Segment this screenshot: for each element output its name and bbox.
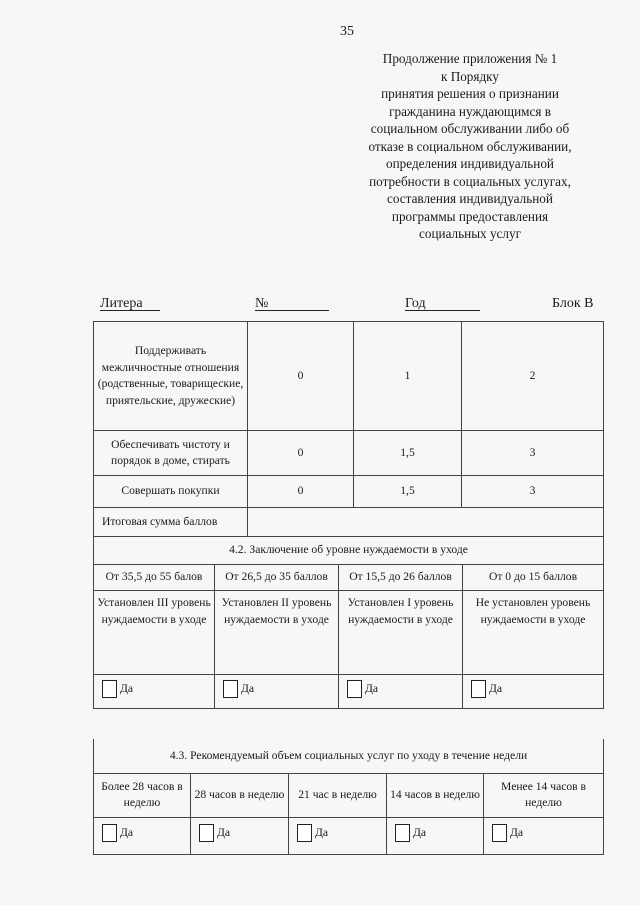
checkbox[interactable] [223, 680, 238, 698]
appendix-line: социальном обслуживании либо об [370, 121, 570, 136]
score-range: От 26,5 до 35 баллов [215, 565, 339, 591]
checkbox-cell [339, 675, 463, 709]
volume-option: Менее 14 часов в неделю [484, 773, 604, 817]
appendix-line: определения индивидуальной [386, 156, 554, 171]
number-blank[interactable] [255, 296, 329, 311]
year-blank[interactable] [405, 296, 480, 311]
appendix-line: Продолжение приложения № 1 [382, 51, 558, 66]
score-cell[interactable]: 1,5 [354, 431, 462, 476]
score-cell[interactable]: 0 [248, 322, 354, 431]
appendix-caption [340, 50, 600, 243]
ability-label: Совершать покупки [94, 476, 248, 508]
checkbox-label: Да [365, 681, 379, 695]
checkbox-label: Да [413, 825, 427, 839]
checkbox-cell [484, 817, 604, 854]
year-label: Год [405, 296, 426, 311]
score-range: От 15,5 до 26 баллов [339, 565, 463, 591]
checkbox[interactable] [492, 824, 507, 842]
appendix-line: социальных услуг [419, 226, 521, 241]
checkbox[interactable] [102, 680, 117, 698]
checkbox-cell [463, 675, 604, 709]
service-volume-table [93, 739, 604, 855]
checkbox-label: Да [120, 681, 134, 695]
table-row [94, 508, 604, 537]
conclusion-text: Установлен III уровень нуждаемости в уходе [94, 591, 215, 675]
checkbox-cell [215, 675, 339, 709]
abilities-table [93, 321, 604, 537]
need-level-table [93, 536, 604, 709]
litera-label: Литера [100, 296, 143, 311]
ability-label: Поддерживать межличностные отношения (родственные, товарищеские, приятельские, дружеские) [94, 322, 248, 431]
page-number: 35 [340, 24, 354, 39]
table-row [94, 591, 604, 675]
table-row [94, 537, 604, 565]
table-row [94, 322, 604, 431]
ability-label: Обеспечивать чистоту и порядок в доме, стирать [94, 431, 248, 476]
form-header [100, 296, 602, 316]
checkbox[interactable] [297, 824, 312, 842]
table-row [94, 773, 604, 817]
number-label: № [255, 296, 269, 311]
checkbox-cell [289, 817, 387, 854]
checkbox-label: Да [241, 681, 255, 695]
checkbox-label: Да [315, 825, 329, 839]
checkbox-label: Да [217, 825, 231, 839]
conclusion-text: Установлен II уровень нуждаемости в уходе [215, 591, 339, 675]
appendix-line: составления индивидуальной [387, 191, 553, 206]
appendix-line: потребности в социальных услугах, [369, 173, 571, 189]
total-value-cell[interactable] [248, 508, 604, 537]
table-row [94, 431, 604, 476]
checkbox-cell [387, 817, 484, 854]
appendix-line: принятия решения о признании [381, 86, 559, 101]
checkbox-cell [94, 817, 191, 854]
checkbox[interactable] [395, 824, 410, 842]
block-label: Блок В [552, 296, 594, 311]
section-heading: 4.3. Рекомендуемый объем социальных услуг по уходу в течение недели [94, 739, 604, 773]
checkbox-label: Да [120, 825, 134, 839]
table-row [94, 476, 604, 508]
checkbox-label: Да [510, 825, 524, 839]
volume-option: 14 часов в неделю [387, 773, 484, 817]
checkbox-label: Да [489, 681, 503, 695]
table-row [94, 739, 604, 773]
score-cell[interactable]: 1 [354, 322, 462, 431]
appendix-line: программы предоставления [391, 208, 549, 224]
score-cell[interactable]: 0 [248, 431, 354, 476]
checkbox[interactable] [347, 680, 362, 698]
volume-option: 21 час в неделю [289, 773, 387, 817]
score-cell[interactable]: 3 [462, 476, 604, 508]
score-cell[interactable]: 3 [462, 431, 604, 476]
section-heading: 4.2. Заключение об уровне нуждаемости в уходе [94, 537, 604, 565]
score-cell[interactable]: 1,5 [354, 476, 462, 508]
score-cell[interactable]: 0 [248, 476, 354, 508]
conclusion-text: Не установлен уровень нуждаемости в уходе [463, 591, 604, 675]
checkbox[interactable] [102, 824, 117, 842]
score-range: От 0 до 15 баллов [463, 565, 604, 591]
volume-option: Более 28 часов в неделю [94, 773, 191, 817]
score-cell[interactable]: 2 [462, 322, 604, 431]
score-range: От 35,5 до 55 балов [94, 565, 215, 591]
volume-option: 28 часов в неделю [191, 773, 289, 817]
conclusion-text: Установлен I уровень нуждаемости в уходе [339, 591, 463, 675]
total-label: Итоговая сумма баллов [94, 508, 248, 537]
table-row [94, 675, 604, 709]
appendix-line: гражданина нуждающимся в [389, 103, 551, 119]
litera-blank[interactable] [100, 296, 160, 311]
table-row [94, 817, 604, 854]
checkbox[interactable] [471, 680, 486, 698]
table-row [94, 565, 604, 591]
appendix-line: к Порядку [440, 68, 499, 84]
checkbox-cell [191, 817, 289, 854]
appendix-line: отказе в социальном обслуживании, [368, 138, 572, 154]
checkbox-cell [94, 675, 215, 709]
checkbox[interactable] [199, 824, 214, 842]
